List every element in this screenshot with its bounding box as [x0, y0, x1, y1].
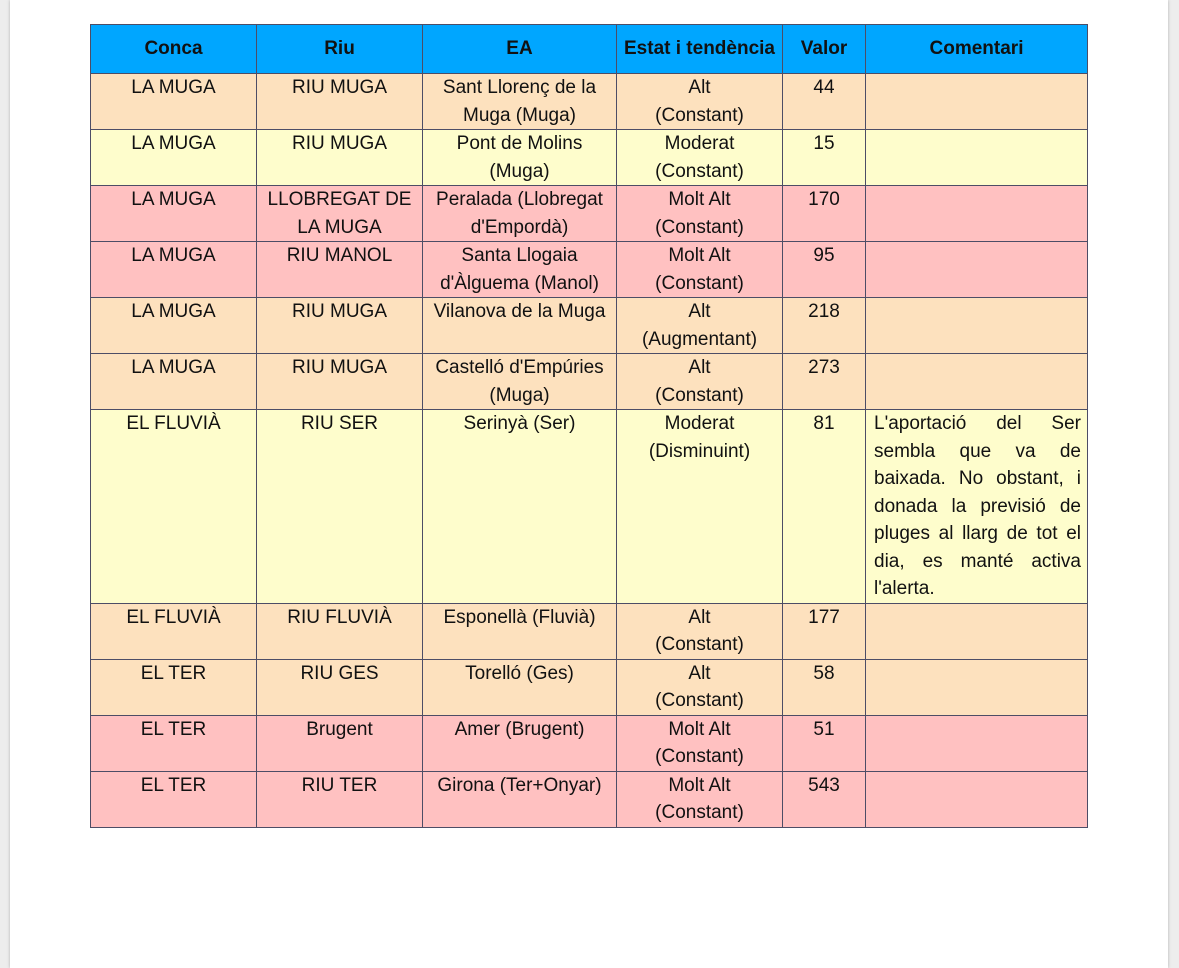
header-valor: Valor — [783, 25, 866, 74]
tendencia-label: (Constant) — [655, 802, 744, 823]
tendencia-label: (Constant) — [655, 384, 744, 406]
cell-ea: Vilanova de la Muga — [423, 298, 617, 354]
table-row — [91, 242, 1088, 298]
cell-comentari — [866, 74, 1088, 130]
cell-estat — [617, 186, 783, 242]
cell-valor: 51 — [783, 715, 866, 771]
cell-comentari — [866, 242, 1088, 298]
table-row — [91, 771, 1088, 827]
cell-conca: EL TER — [91, 659, 257, 715]
cell-riu: RIU MUGA — [257, 130, 423, 186]
tendencia-label: (Constant) — [655, 746, 744, 767]
estat-label: Molt Alt — [668, 189, 731, 210]
cell-comentari — [866, 354, 1088, 410]
estat-label: Alt — [688, 662, 711, 684]
table-row — [91, 659, 1088, 715]
table-row — [91, 74, 1088, 130]
cell-valor: 218 — [783, 298, 866, 354]
cell-valor: 170 — [783, 186, 866, 242]
tendencia-label: (Augmentant) — [641, 328, 758, 350]
cell-estat — [617, 242, 783, 298]
cell-riu: RIU FLUVIÀ — [257, 603, 423, 659]
cell-valor: 44 — [783, 74, 866, 130]
cell-valor: 95 — [783, 242, 866, 298]
cell-valor: 15 — [783, 130, 866, 186]
cell-comentari — [866, 298, 1088, 354]
cell-ea: Esponellà (Fluvià) — [423, 603, 617, 659]
cell-ea: Santa Llogaia d'Àlguema (Manol) — [423, 242, 617, 298]
cell-conca: LA MUGA — [91, 242, 257, 298]
cell-riu: RIU MUGA — [257, 298, 423, 354]
cell-conca: LA MUGA — [91, 298, 257, 354]
cell-ea: Sant Llorenç de la Muga (Muga) — [423, 74, 617, 130]
estat-label: Alt — [688, 301, 711, 322]
estat-label: Alt — [688, 357, 711, 378]
cell-estat — [617, 715, 783, 771]
cell-estat — [617, 130, 783, 186]
estat-label: Molt Alt — [668, 245, 731, 266]
table-row — [91, 603, 1088, 659]
cell-riu: RIU MUGA — [257, 74, 423, 130]
cell-ea: Pont de Molins (Muga) — [423, 130, 617, 186]
cell-valor: 543 — [783, 771, 866, 827]
cell-comentari — [866, 715, 1088, 771]
cell-conca: EL TER — [91, 715, 257, 771]
header-riu: Riu — [257, 25, 423, 74]
cell-comentari: L'aportació del Ser sembla que va de baixada. No obstant, i donada la previsió de pluges al llarg de tot el dia, es manté activa l'alerta. — [866, 410, 1088, 604]
cell-comentari — [866, 130, 1088, 186]
cell-comentari — [866, 186, 1088, 242]
cell-comentari — [866, 659, 1088, 715]
cell-valor: 273 — [783, 354, 866, 410]
cell-riu: RIU TER — [257, 771, 423, 827]
cell-conca: LA MUGA — [91, 186, 257, 242]
table-row — [91, 186, 1088, 242]
cell-ea: Amer (Brugent) — [423, 715, 617, 771]
table-row — [91, 354, 1088, 410]
river-status-table — [90, 24, 1088, 828]
table-row — [91, 130, 1088, 186]
cell-conca: LA MUGA — [91, 130, 257, 186]
cell-valor: 58 — [783, 659, 866, 715]
table-header-row — [91, 25, 1088, 74]
tendencia-label: (Disminuint) — [648, 440, 751, 462]
tendencia-label: (Constant) — [655, 160, 744, 182]
tendencia-label: (Constant) — [655, 690, 744, 711]
cell-ea: Torelló (Ges) — [423, 659, 617, 715]
cell-riu: RIU GES — [257, 659, 423, 715]
cell-estat — [617, 74, 783, 130]
cell-estat — [617, 659, 783, 715]
cell-estat — [617, 410, 783, 604]
cell-conca: EL FLUVIÀ — [91, 410, 257, 604]
cell-estat — [617, 298, 783, 354]
header-conca: Conca — [91, 25, 257, 74]
header-comentari: Comentari — [866, 25, 1088, 74]
estat-label: Molt Alt — [668, 718, 731, 740]
cell-conca: EL TER — [91, 771, 257, 827]
estat-label: Moderat — [664, 133, 735, 154]
table-row — [91, 715, 1088, 771]
estat-label: Molt Alt — [668, 774, 731, 796]
cell-conca: LA MUGA — [91, 354, 257, 410]
document-page — [10, 0, 1168, 968]
cell-ea: Girona (Ter+Onyar) — [423, 771, 617, 827]
cell-riu: RIU MUGA — [257, 354, 423, 410]
estat-label: Alt — [688, 606, 711, 628]
cell-riu: RIU MANOL — [257, 242, 423, 298]
tendencia-label: (Constant) — [655, 104, 744, 126]
cell-riu: RIU SER — [257, 410, 423, 604]
tendencia-label: (Constant) — [655, 634, 744, 655]
estat-label: Moderat — [664, 413, 735, 434]
table-row — [91, 298, 1088, 354]
cell-riu: LLOBREGAT DE LA MUGA — [257, 186, 423, 242]
header-estat-tendencia: Estat i tendència — [617, 25, 783, 74]
cell-valor: 81 — [783, 410, 866, 604]
cell-estat — [617, 603, 783, 659]
cell-comentari — [866, 771, 1088, 827]
cell-estat — [617, 354, 783, 410]
cell-riu: Brugent — [257, 715, 423, 771]
estat-label: Alt — [688, 77, 711, 98]
header-ea: EA — [423, 25, 617, 74]
cell-ea: Peralada (Llobregat d'Empordà) — [423, 186, 617, 242]
cell-ea: Castelló d'Empúries (Muga) — [423, 354, 617, 410]
tendencia-label: (Constant) — [655, 216, 744, 238]
cell-conca: EL FLUVIÀ — [91, 603, 257, 659]
cell-estat — [617, 771, 783, 827]
cell-comentari — [866, 603, 1088, 659]
cell-conca: LA MUGA — [91, 74, 257, 130]
table-row — [91, 410, 1088, 604]
cell-valor: 177 — [783, 603, 866, 659]
tendencia-label: (Constant) — [655, 272, 744, 294]
cell-ea: Serinyà (Ser) — [423, 410, 617, 604]
